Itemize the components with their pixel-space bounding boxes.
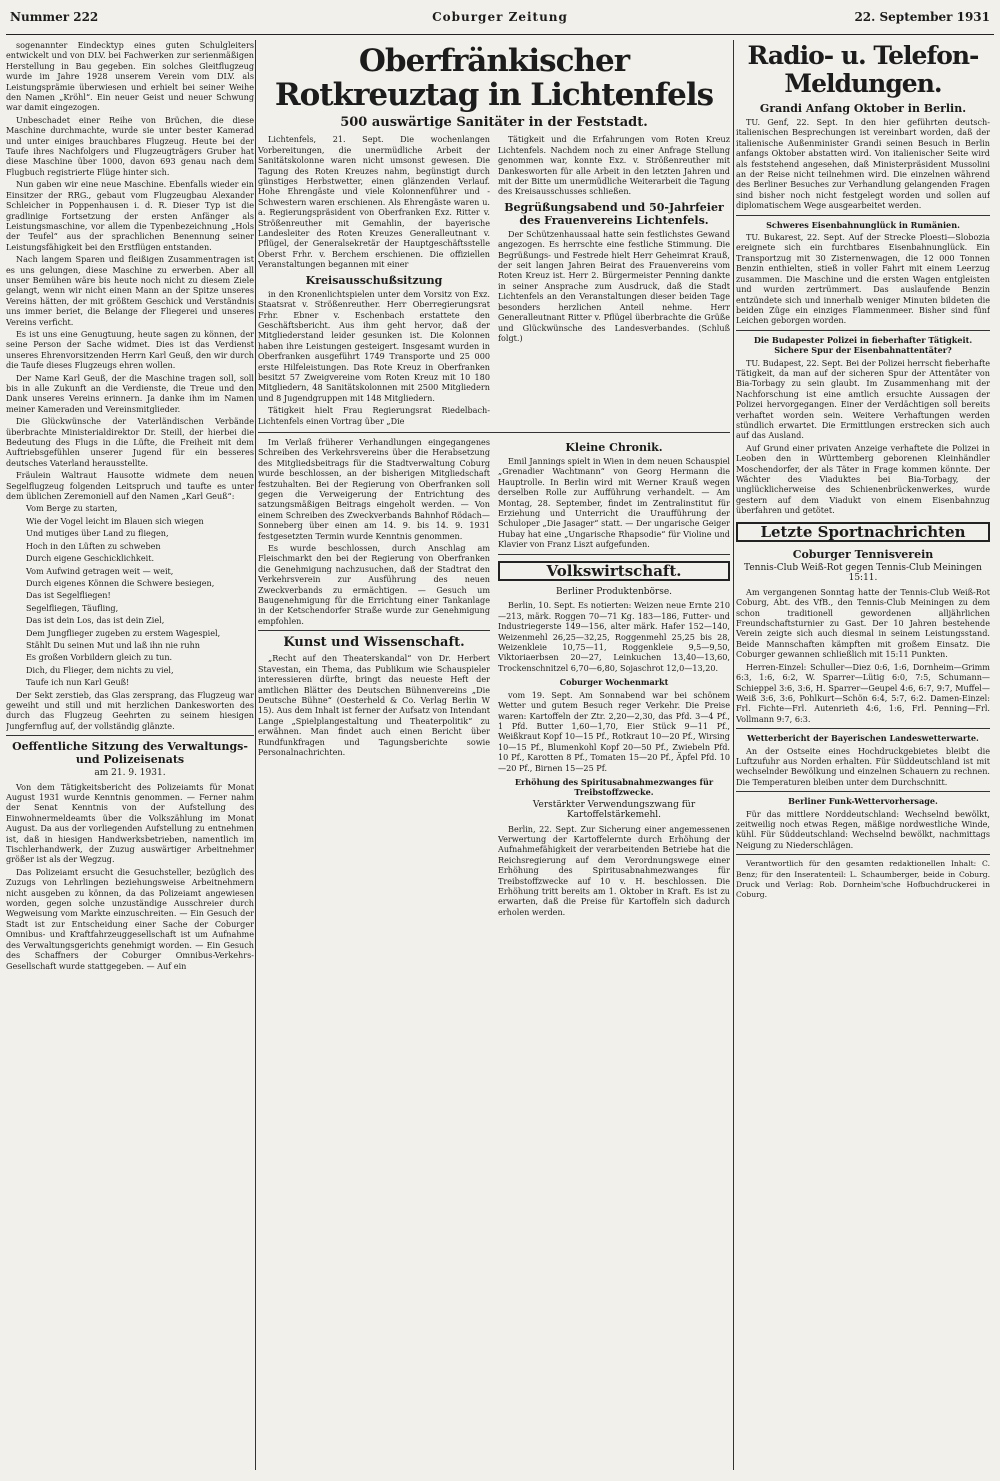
poem-line: Wie der Vogel leicht im Blauen sich wiegen — [26, 515, 204, 526]
dedication-poem — [6, 503, 254, 687]
article-paragraph: Emil Jannings spielt in Wien in dem neuen Schauspiel „Grenadier Wachtmann“ von Georg Hermann die Hauptrolle. In Berlin wird mit Werner Krauß wegen derselben Rolle zur Aufführung verhandelt. — Am Montag, 28. September, findet im Zentralinstitut für Erziehung und Unterricht die Uraufführung der Schuloper „Die Jasager“ statt. — Der ungarische Geiger Hubay hat eine „Ungarische Rhapsodie“ für Violine und Klavier von Franz Liszt aufgefunden. — [498, 455, 730, 550]
article-subheading: Coburger Wochenmarkt — [559, 677, 669, 688]
article-column-right — [498, 134, 730, 428]
poem-line: Durch eigenes Können die Schwere besiegen, — [26, 577, 215, 588]
article-headline: Berliner Funk-Wettervorhersage. — [788, 796, 938, 807]
page-header — [6, 0, 994, 35]
article-paragraph: Im Verlaß früherer Verhandlungen eingegangenes Schreiben des Verkehrsvereins über die Herabsetzung des Mitgliedsbeitrags für die Stadtverwaltung Coburg wurde beschlossen, an der bisherigen Mitgliedschaft festzuhalten. Bei der Regierung von Oberfranken soll gegen die Verweigerung der Entrichtung des satzungsmäßigen Beitrags eingeholt werden. — Von einem Schreiben des Zweckverbands Bahnhof Rödach—Sonneberg über einen am 14. 9. bis 14. 9. 1931 festgesetzten Termin wurde Kenntnis genommen. — [258, 436, 490, 541]
article-headline: Wetterbericht der Bayerischen Landeswetterwarte. — [747, 733, 979, 744]
article-subheading: Verstärkter Verwendungszwang für Kartoffelstärkemehl. — [532, 799, 696, 821]
article-paragraph: Der Schützenhaussaal hatte sein festlichstes Gewand angezogen. Es herrschte eine festliche Stimmung. Die Begrüßungs- und Festrede hielt Herr Geheimrat Krauß, der seit langen Jahren Beirat des Frauenvereins vom Roten Kreuz ist. Herr 2. Bürgermeister Penning dankte in seiner Ansprache zum Ausdruck, daß die Stadt Lichtenfels an den Veranstaltungen dieser beiden Tage besonders herzlichen Anteil nehme. Herr Generalleutnant Ritter v. Pflügel überbrachte die Grüße und Glückwünsche des Landesverbandes. (Schluß folgt.) — [498, 228, 730, 343]
article-paragraph: Der Sekt zerstieb, das Glas zersprang, das Flugzeug war geweiht und still und mit herzlichen Dankesworten des durch das Flugzeug Geehrten zu seinem hiesigen Jungfernflug auf, der vollständig glänzte. — [6, 689, 254, 731]
section-divider — [258, 432, 730, 433]
article-subheading: Begrüßungsabend und 50-Jahrfeier des Frauenvereins Lichtenfels. — [504, 200, 724, 227]
poem-line: Durch eigene Geschicklichkeit. — [26, 553, 155, 564]
article-paragraph: Lichtenfels, 21. Sept. Die wochenlangen Vorbereitungen, die unermüdliche Arbeit der Sanitätskolonne waren nicht umsonst gewesen. Die Tagung des Roten Kreuzes nahm, begünstigt durch günstiges Herbstwetter, einen glänzenden Verlauf. Hohe Ehrengäste und viele Kolonnenführer und -Schwestern waren erschienen. Als Ehrengäste waren u. a. Regierungspräsident von Oberfranken Exz. Ritter v. Strößenreuther mit Gemahlin, der bayerische Landesleiter des Roten Kreuzes Generalleutnant v. Pflügel, der Generalsekretär der Hauptgeschäftsstelle Oberst Frhr. v. Berchem erschienen. Die offiziellen Veranstaltungen begannen mit einer — [258, 134, 490, 270]
section-divider — [258, 630, 490, 631]
article-paragraph: Tätigkeit hielt Frau Regierungsrat Riedelbach-Lichtenfels einen Vortrag über „Die — [258, 405, 490, 426]
article-subheading: Tennis-Club Weiß-Rot gegen Tennis-Club Meiningen 15:11. — [744, 563, 982, 584]
article-headline: Die Budapester Polizei in fieberhafter Tätigkeit. Sichere Spur der Eisenbahnattentäter? — [753, 334, 973, 356]
section-heading: Oeffentliche Sitzung des Verwaltungs- und Polizeisenats — [12, 740, 248, 767]
article-paragraph: Für das mittlere Norddeutschland: Wechselnd bewölkt, zeitweilig noch etwas Regen, mäßige nordwestliche Winde, kühl. Für Süddeutschland: Wechselnd bewölkt, nachmittags Neigung zu Niederschlägen. — [736, 808, 990, 850]
poem-line: Vom Aufwind getragen weit — weit, — [26, 565, 174, 576]
article-column-right — [498, 437, 730, 919]
section-subheading: Berliner Produktenbörse. — [555, 587, 673, 598]
poem-line: Das ist Segelfliegen! — [26, 590, 111, 601]
article-headline: Grandi Anfang Oktober in Berlin. — [759, 102, 967, 115]
section-heading: Kleine Chronik. — [565, 440, 663, 454]
poem-line: Das ist dein Los, das ist dein Ziel, — [26, 615, 165, 626]
section-divider — [736, 330, 990, 331]
article-paragraph: Die Glückwünsche der Vaterländischen Verbände überbrachte Ministerialdirektor Dr. Steill, der hierbei die Bedeutung des Flugs in die Lüfte, die Freiheit mit dem Auftriebsgefühlen unserer Jugend für ein besseres deutsches Vaterland herausstellte. — [6, 416, 254, 468]
section-heading-boxed: Letzte Sportnachrichten — [736, 522, 990, 542]
article-paragraph: Am vergangenen Sonntag hatte der Tennis-Club Weiß-Rot Coburg, Abt. des VfB., den Tennis-Club Meiningen zu dem schon traditionell gewordenen alljährlichen Freundschaftsturnier zu Gast. Der 10 Jahren bestehende Verein zeigte sich auch diesmal in seinem Leistungsstand. Beide Mannschaften kämpften mit großem Einsatz. Die Coburger gewannen schließlich mit 15:11 Punkten. — [736, 586, 990, 660]
article-paragraph: Berlin, 10. Sept. Es notierten: Weizen neue Ernte 210—213, märk. Roggen 70—71 Kg. 183—186, Futter- und Industriegerste 149—156, alter märk. Hafer 152—140, Weizenmehl 26,25—32,25, Roggenmehl 25,25 bis 28, Weizenkleie 10,75—11, Roggenkleie 9,5—9,50, Viktoriaerbsen 20—27, Leinkuchen 13,40—13,60, Trockenschnitzel 6,70—6,80, Sojaschrot 12,0—13,20. — [498, 600, 730, 673]
column-rule — [733, 40, 734, 1470]
section-date: am 21. 9. 1931. — [94, 768, 166, 779]
article-paragraph: vom 19. Sept. Am Sonnabend war bei schönem Wetter und gutem Besuch reger Verkehr. Die Preise waren: Kartoffeln der Ztr. 2,20—2,30, das Pfd. 3—4 Pf., 1 Pfd. Butter 1,60—1,70, Eier Stück 9—11 Pf., Weißkraut Kopf 10—15 Pf., Rotkraut 10—20 Pf., Wirsing 10—15 Pf., Blumenkohl Kopf 20—50 Pf., Zwiebeln Pfd. 10 Pf., Karotten 8 Pf., Tomaten 15—20 Pf., Äpfel Pfd. 10—20 Pf., Birnen 15—25 Pf. — [498, 689, 730, 773]
article-column-left — [258, 437, 490, 919]
article-paragraph: Berlin, 22. Sept. Zur Sicherung einer angemessenen Verwertung der Kartoffelernte durch Erhöhung der Aufnahmefähigkeit der verarbeitenden Betriebe hat die Reichsregierung auf dem Verordnungswege einer Erhöhung des Spiritusabnahmezwanges für Treibstoffzwecke auf 10 v. H. beschlossen. Die Erhöhung tritt bereits am 1. Oktober in Kraft. Es ist zu erwarten, daß die Preise für Kartoffeln sich dadurch erholen werden. — [498, 823, 730, 917]
page-number: Nummer 222 — [10, 10, 99, 24]
article-paragraph: Von dem Tätigkeitsbericht des Polizeiamts für Monat August 1931 wurde Kenntnis genommen. — Ferner nahm der Senat Kenntnis von der Aufstellung des Einwohnermeldeamts über die Volkszählung im Monat August. Da aus der vorliegenden Aufstellung zu entnehmen ist, daß in hiesigen Handwerksbetrieben, namentlich im Tischlerhandwerk, der Zuzug auswärtiger Arbeitnehmer größer ist als der Wegzug. — [6, 781, 254, 865]
poem-line: Dich, du Flieger, dem nichts zu viel, — [26, 664, 174, 675]
section-divider — [736, 791, 990, 792]
article-subheading: Erhöhung des Spiritusabnahmezwanges für Treibstoffzwecke. — [514, 776, 714, 798]
poem-line: Segelfliegen, Täufling, — [26, 602, 119, 613]
headline-banner: Oberfränkischer Rotkreuztag in Lichtenfels — [274, 43, 714, 113]
article-paragraph: Auf Grund einer privaten Anzeige verhaftete die Polizei in Leoben den in Württemberg geborenen Kleinhändler Moschendorfer, der als Täter in Frage kommen könnte. Der Wächter des Viaduktes bei Bia-Torbagy, der unglücklicherweise des Schienenbrückenwerkes, wurde gestern auf dem Viadukt von einem Eisenbahnzug überfahren und getötet. — [736, 442, 990, 516]
article-headline: Coburger Tennisverein — [792, 548, 934, 562]
article-paragraph: „Recht auf den Theaterskandal“ von Dr. Herbert Stavestan, ein Thema, das Publikum wie Schauspieler interessieren dürfte, bringt das neueste Heft der amtlichen Blätter des Deutschen Bühnenvereins „Die Deutsche Bühne“ (Oesterheld & Co. Verlag Berlin W 15). Aus dem Inhalt ist ferner der Aufsatz von Intendant Lange „Spielplangestaltung und Theaterpolitik“ zu erwähnen. Man findet auch einen Bericht über Rundfunkfragen und Tagungsberichte sowie Personalnachrichten. — [258, 653, 490, 757]
article-subheading: Kreisausschußsitzung — [305, 273, 443, 287]
column-1 — [6, 40, 254, 1470]
imprint: Verantwortlich für den gesamten redaktionellen Inhalt: C. Benz; für den Inseratenteil: L. Schaumberger, beide in Coburg. Druck und Verlag: Rob. Dornheim'sche Hofbuchdruckerei in Coburg. — [736, 859, 990, 900]
article-paragraph: Der Name Karl Geuß, der die Maschine tragen soll, soll bis in alle Zukunft an die Verdienste, die Treue und den Dank unseres Vereins erinnern. Ja danke ihm im Namen meiner Kameraden und Vereinsmitglieder. — [6, 372, 254, 414]
lower-main-section — [258, 437, 730, 919]
article-paragraph: TU. Budapest, 22. Sept. Bei der Polizei herrscht fieberhafte Tätigkeit, da man auf der sicheren Spur der Attentäter von Bia-Torbagy zu sein glaubt. Im Zusammenhang mit der Nachforschung ist eine amtlich ersuchte Aussagen der Polizei hervorgegangen. Einer der Verdächtigen soll bereits verhaftet worden sein. Weitere Verhaftungen werden stündlich erwartet. Die Ermittlungen erstrecken sich auch auf das Ausland. — [736, 357, 990, 441]
article-paragraph: Nach langem Sparen und fleißigen Zusammentragen ist es uns gelungen, diese Maschine zu erwerben. Aber all unser Bemühen wäre bis heute noch nicht zu diesem Ziele gelangt, wenn wir nicht einen Mann an der Spitze unseres Vereins hätten, der mit größtem Geschick und Verständnis uns immer beriet, die Belange der Fliegerei und unseres Vereins verficht. — [6, 254, 254, 327]
article-paragraph: TU. Genf, 22. Sept. In den hier geführten deutsch-italienischen Besprechungen ist vereinbart worden, daß der italienische Außenminister Grandi seinen Besuch in Berlin anfangs Oktober abstatten wird. Von italienischer Seite wird als feststehend angesehen, daß Ministerpräsident Mussolini an der Reise nicht teilnehmen wird. Die einzelnen während des Berliner Besuches zur Verhandlung gelangenden Fragen sind bisher noch nicht festgelegt worden und sollen auf diplomatischem Wege ausgearbeitet werden. — [736, 117, 990, 211]
article-paragraph: An der Ostseite eines Hochdruckgebietes bleibt die Luftzufuhr aus Norden erhalten. Für Süddeutschland ist mit wechselnder Bewölkung und einzelnen Schauern zu rechnen. Die Temperaturen bleiben unter dem Durchschnitt. — [736, 745, 990, 787]
article-paragraph: Es wurde beschlossen, durch Anschlag am Fleischmarkt den bei der Regierung von Oberfranken die Genehmigung nachzusuchen, daß der Stadtrat den Verkehrsverein zur Ausführung des neuen Zweckverbands zu ermächtigen. — Gesuch um Baugenehmigung für die Errichtung einer Tankanlage in der Ketschendorfer Straße wurde zur Genehmigung empfohlen. — [258, 543, 490, 626]
article-paragraph: Es ist uns eine Genugtuung, heute sagen zu können, der seine Person der Sache widmet. Dies ist das Verdienst unseres Ehrenvorsitzenden Herrn Karl Geuß, den wir durch die Taufe dieses Flugzeugs ehren wollen. — [6, 328, 254, 371]
article-paragraph: sogenannter Eindecktyp eines guten Schulgleiters entwickelt und von DLV. bei Fachwerken zur serienmäßigen Herstellung in Bau gegeben. Ein solches Gleitflugzeug wurde im Jahre 1928 unserem Verein vom DLV. als Leistungsprämie überwiesen und erhielt bei seiner Weihe den Namen „Kröhl“. Ein neuer Geist und neuer Schwung war damit eingezogen. — [6, 40, 254, 113]
section-heading: Radio- u. Telefon-Meldungen. — [747, 41, 979, 98]
section-divider — [498, 554, 730, 555]
headline-subtitle: 500 auswärtige Sanitäter in der Feststadt. — [340, 115, 648, 130]
issue-date: 22. September 1931 — [854, 10, 990, 24]
section-divider — [736, 215, 990, 216]
section-divider — [736, 728, 990, 729]
section-divider — [6, 735, 254, 736]
poem-line: Taufe ich nun Karl Geuß! — [26, 677, 130, 688]
article-column-left — [258, 134, 490, 428]
newspaper-title: Coburger Zeitung — [432, 10, 568, 24]
poem-line: Und mutiges über Land zu fliegen, — [26, 528, 169, 539]
section-heading: Kunst und Wissenschaft. — [283, 635, 465, 651]
poem-line: Dem Jungflieger zugeben zu erstem Wagespiel, — [26, 627, 221, 638]
article-paragraph: Tätigkeit und die Erfahrungen vom Roten Kreuz Lichtenfels. Nachdem noch zu einer Anfrage Stellung genommen war, konnte Exz. v. Strößenreuther mit Dankesworten für alle Arbeit in den letzten Jahren und mit der Bitte um unermüdliche Weiterarbeit die Tagung des Kreisausschusses schließen. — [498, 134, 730, 197]
section-divider — [736, 854, 990, 855]
article-paragraph: Fräulein Waltraut Hausotte widmete dem neuen Segelflugzeug folgenden Leitspruch und taufte es unter dem üblichen Zeremoniell auf den Namen „Karl Geuß“: — [6, 470, 254, 502]
article-paragraph: Das Polizeiamt ersucht die Gesuchsteller, bezüglich des Zuzugs von Lehrlingen beziehungsweise Arbeitnehmern nicht ausgeben zu können, da das Polizeiamt angewiesen worden, gegen solche unzuständige Ausschreier durch Wegweisung vom Markte einzuschreiten. — Ein Gesuch der Stadt ist zur Entscheidung einer Sache der Coburger Omnibus- und Kraftfahrzeuggesellschaft ist um Aufnahme des Verwaltungsgerichts genehmigt worden. — Ein Gesuch des Schaffners der Coburger Omnibus-Verkehrs-Gesellschaft wurde stattgegeben. — Auf ein — [6, 866, 254, 971]
poem-line: Stählt Du seinen Mut und laß ihn nie ruhn — [26, 639, 200, 650]
section-heading-boxed: Volkswirtschaft. — [498, 561, 730, 581]
article-paragraph: Nun gaben wir eine neue Maschine. Ebenfalls wieder ein Einsitzer der RRG., gebaut vom Flugzeugbau Alexander Schleicher in Poppenhausen i. d. R. Dieser Typ ist die gradlinige Fortsetzung der ersten Anfänger als Leistungsmaschine, vor allem die Typenbezeichnung „Hols der Teufel“ aus der sprachlichen Benennung seiner Leistungsfähigkeit bei den Erstflügen entstanden. — [6, 179, 254, 252]
poem-line: Vom Berge zu starten, — [26, 503, 118, 514]
article-paragraph: in den Kronenlichtspielen unter dem Vorsitz von Exz. Staatsrat v. Strößenreuther. Herr Oberregierungsrat Frhr. Ebner v. Eschenbach erstattete den Geschäftsbericht. Aus ihm geht hervor, daß der Mitgliederstand leider gesunken ist. Die Kolonnen haben ihre Leistungen gesteigert. Insgesamt wurden in Oberfranken ausgeführt 1749 Transporte und 25 000 erste Hilfeleistungen. Das Rote Kreuz in Oberfranken besitzt 57 Zweigvereine vom Roten Kreuz mit 10 180 Mitgliedern, 48 Sanitätskolonnen mit 2500 Mitgliedern und 8 Jugendgruppen mit 148 Mitgliedern. — [258, 288, 490, 403]
article-paragraph: TU. Bukarest, 22. Sept. Auf der Strecke Ploesti—Slobozia ereignete sich ein furchtbares Eisenbahnunglück. Ein Transportzug mit 30 Zisternenwagen, die 12 000 Tonnen Benzin enthielten, stieß in voller Fahrt mit einem Leerzug zusammen. Die Maschine und die ersten Wagen entgleisten und wurden zertrümmert. Das auslaufende Benzin entzündete sich und innerhalb weniger Minuten bildeten die beiden Züge ein einziges Flammenmeer. Bisher sind fünf Leichen geborgen worden. — [736, 232, 990, 326]
poem-line: Hoch in den Lüften zu schweben — [26, 540, 161, 551]
main-columns — [258, 40, 730, 1470]
column-rule — [255, 40, 256, 1470]
column-4 — [736, 40, 990, 1470]
article-paragraph: Herren-Einzel: Schuller—Diez 0:6, 1:6, Dornheim—Grimm 6:3, 1:6, 6:2, W. Sparrer—Lütig 6:0, 7:5, Schumann—Schieppel 3:6, 3:6, H. Sparrer—Geupel 4:6, 6:7, 9:7, Muffel—Weiß 3:6, 3:6, Pohlkurt—Schön 6:4, 5:7, 6:2. Damen-Einzel: Frl. Fichte—Frl. Autenrieth 4:6, 1:6, Frl. Penning—Frl. Vollmann 9:7, 6:3. — [736, 661, 990, 724]
poem-line: Es großen Vorbildern gleich zu tun. — [26, 652, 173, 663]
article-headline: Schweres Eisenbahnunglück in Rumänien. — [766, 219, 960, 230]
rotkreuz-article — [258, 134, 730, 428]
article-paragraph: Unbeschadet einer Reihe von Brüchen, die diese Maschine durchmachte, wurde sie unter bester Kamerad und unter einiges brauchbares Flugzeug. Heute bei der Taufe ihres Nachfolgers und Flugzeugträgers Gruber hat diese Maschine über 1000, davon 693 genau nach dem Flugbuch registrierte Flüge hinter sich. — [6, 114, 254, 177]
